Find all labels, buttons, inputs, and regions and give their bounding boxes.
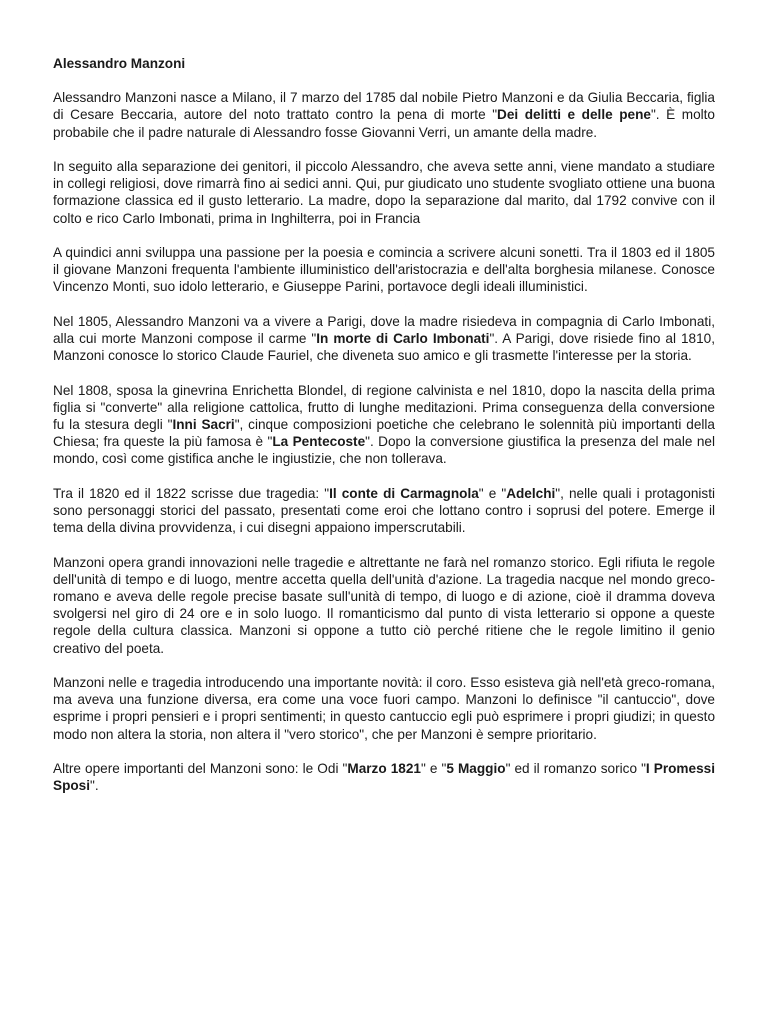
bold-title-text: I Promessi Sposi <box>53 761 715 794</box>
document-body <box>53 89 715 794</box>
bold-title-text: Dei delitti e delle pene <box>497 107 651 123</box>
paragraph-text: Alessandro Manzoni nasce a Milano, il 7 marzo del 1785 dal nobile Pietro Manzoni e da Giulia Beccaria, figlia di Cesare Beccaria, autore del noto trattato contro la pena di morte " <box>53 90 715 123</box>
paragraph-text: Nel 1808, sposa la ginevrina Enrichetta Blondel, di regione calvinista e nel 1810, dopo la nascita della prima figlia si "converte" alla religione cattolica, frutto di lunghe meditazioni. Prima conseguenza della conversione fu la stesura degli " <box>53 382 715 432</box>
paragraph-text: ", cinque composizioni poetiche che celebrano le solennità più importanti della Chiesa; fra queste la più famosa è " <box>53 417 715 450</box>
paragraph-text: Manzoni opera grandi innovazioni nelle tragedie e altrettante ne farà nel romanzo storico. Egli rifiuta le regole dell'unità di tempo e di luogo, mentre accetta quella dell'unità d'azione. La tragedia nacque nel mondo greco-romano e aveva delle regole precise basate sull'unità di tempo, di luogo e di azione, cioè il dramma doveva svolgersi nel giro di 24 ore e in solo luogo. Il romanticismo dal punto di vista letterario si oppone a queste regole della cultura classica. Manzoni si oppone a tutto ciò perché ritiene che le regole limitino il genio creativo del poeta. <box>53 554 715 656</box>
paragraph-text: Tra il 1820 ed il 1822 scrisse due tragedia: " <box>53 485 330 501</box>
paragraph-text: A quindici anni sviluppa una passione per la poesia e comincia a scrivere alcuni sonetti. Tra il 1803 ed il 1805 il giovane Manzoni frequenta l'ambiente illuministico dell'aristocrazia e dell'alta borghesia milanese. Conosce Vincenzo Monti, suo idolo letterario, e Giuseppe Parini, portavoce degli ideali illuministici. <box>53 245 715 295</box>
paragraph-text: " e " <box>420 761 447 776</box>
paragraph-text: " ed il romanzo sorico " <box>505 761 646 776</box>
paragraph-3 <box>53 244 715 296</box>
paragraph-8 <box>53 674 715 743</box>
paragraph-text: ". <box>90 778 99 794</box>
bold-title-text: Il conte di Carmagnola <box>329 485 479 501</box>
bold-title-text: Inni Sacri <box>172 417 235 432</box>
paragraph-text: ", nelle quali i protagonisti sono personaggi storici del passato, presentati come eroi che lottano contro i soprusi del potere. Emerge il tema della divina provvidenza, i cui disegni appaiono imperscrutabili. <box>53 485 715 536</box>
bold-title-text: La Pentecoste <box>272 434 366 450</box>
paragraph-5 <box>53 382 715 468</box>
bold-title-text: 5 Maggio <box>446 761 506 776</box>
paragraph-text: ". Dopo la conversione giustifica la presenza del male nel mondo, così come gistifica anche le ingiustizie, che non tollerava. <box>53 434 715 467</box>
paragraph-6 <box>53 485 715 537</box>
document-page <box>53 55 715 812</box>
bold-title-text: Adelchi <box>506 485 556 501</box>
paragraph-7 <box>53 554 715 657</box>
paragraph-text: ". È molto probabile che il padre naturale di Alessandro fosse Giovanni Verri, un amante della madre. <box>53 107 715 140</box>
paragraph-text: Altre opere importanti del Manzoni sono: le Odi " <box>53 761 348 776</box>
paragraph-text: In seguito alla separazione dei genitori, il piccolo Alessandro, che aveva sette anni, viene mandato a studiare in collegi religiosi, dove rimarrà fino ai sedici anni. Qui, pur giudicato uno studente svogliato ottiene una buona formazione classica ed il gusto letterario. La madre, dopo la separazione dal marito, dal 1792 convive con il colto e rico Carlo Imbonati, prima in Inghilterra, poi in Francia <box>53 159 715 226</box>
paragraph-1 <box>53 89 715 141</box>
bold-title-text: Marzo 1821 <box>347 761 421 776</box>
paragraph-text: ". A Parigi, dove risiede fino al 1810, Manzoni conosce lo storico Claude Fauriel, che diveneta suo amico e gli trasmette l'interesse per la storia. <box>53 331 715 364</box>
paragraph-text: " e " <box>478 485 507 501</box>
paragraph-4 <box>53 313 715 365</box>
paragraph-2 <box>53 158 715 227</box>
document-title: Alessandro Manzoni <box>53 56 186 71</box>
bold-title-text: In morte di Carlo Imbonati <box>316 331 490 346</box>
paragraph-text: Nel 1805, Alessandro Manzoni va a vivere a Parigi, dove la madre risiedeva in compagnia di Carlo Imbonati, alla cui morte Manzoni compose il carme " <box>53 313 715 346</box>
paragraph-text: Manzoni nelle e tragedia introducendo una importante novità: il coro. Esso esisteva già nell'età greco-romana, ma aveva una funzione diversa, era come una voce fuori campo. Manzoni lo definisce "il cantuccio", dove esprime i propri pensieri e i propri sentimenti; in questo cantuccio egli può esprimere i propri giudizi; in questo modo non altera la storia, non altera il "vero storico", che per Manzoni è sempre prioritario. <box>53 675 715 742</box>
paragraph-9 <box>53 760 715 794</box>
